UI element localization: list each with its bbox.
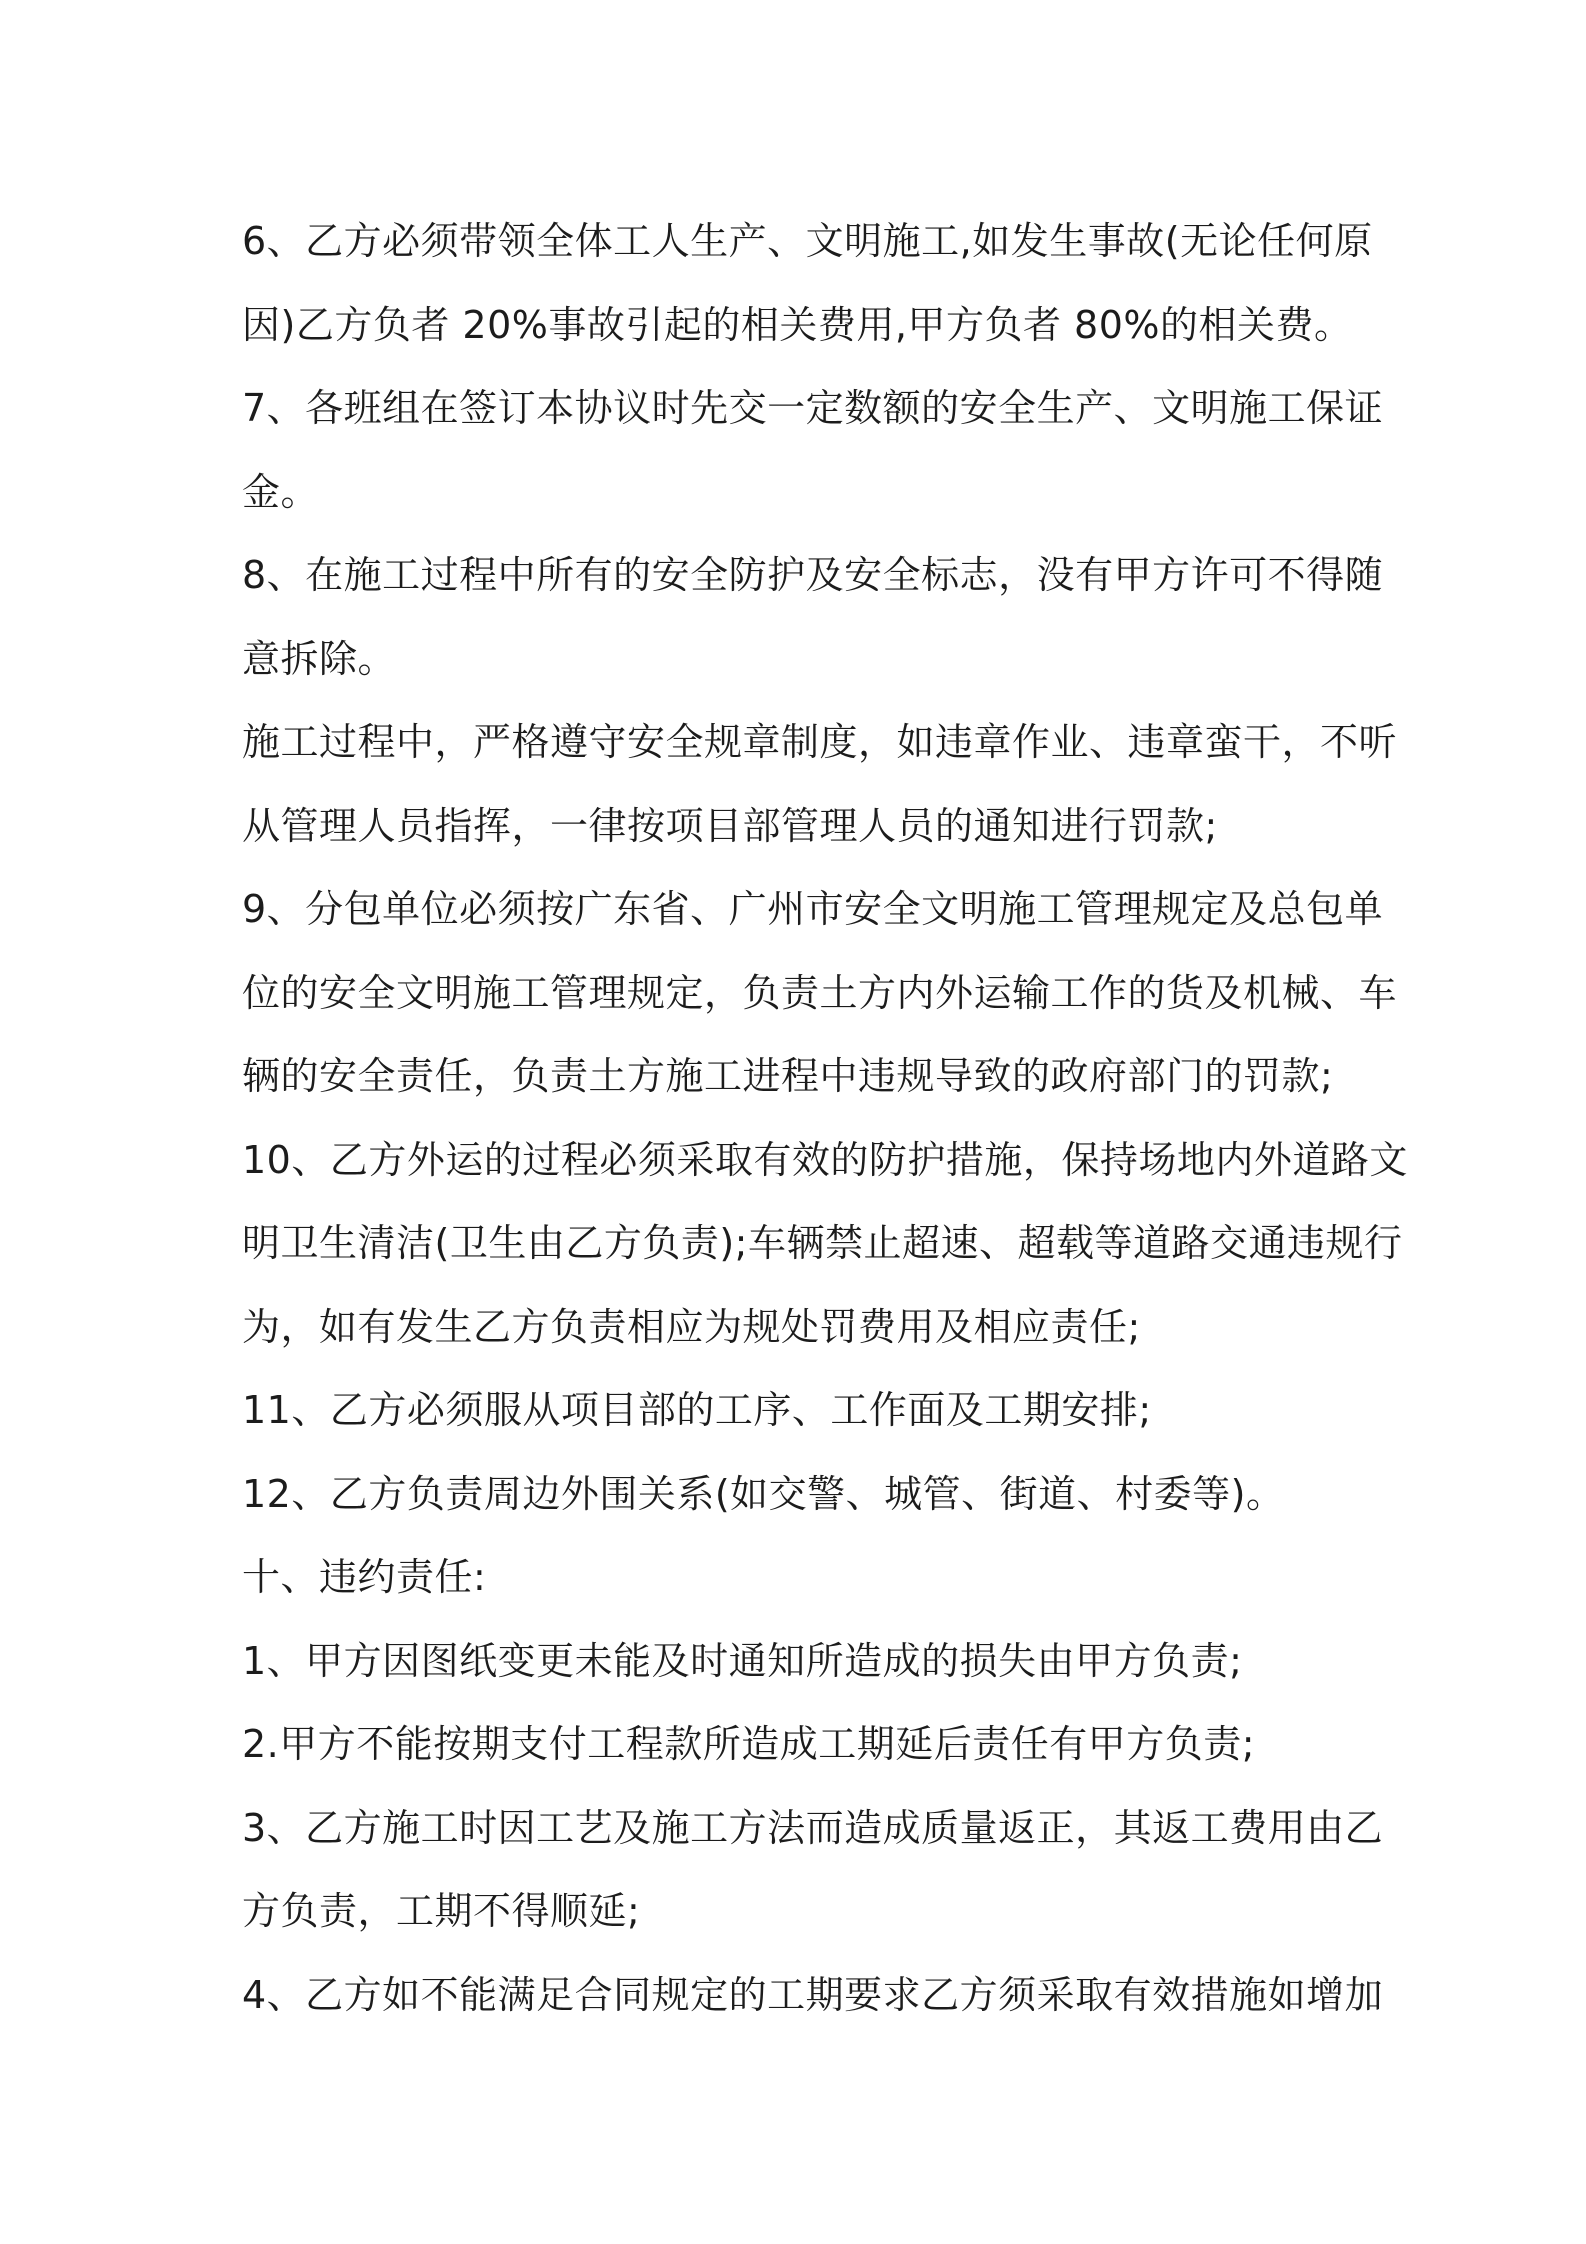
text-line-clause-11: 11、乙方必须服从项目部的工序、工作面及工期安排; <box>242 1388 1152 1432</box>
text-line-liability-3-cont: 方负责，工期不得顺延; <box>242 1889 641 1933</box>
text-line-clause-6-cont: 因)乙方负者 20%事故引起的相关费用,甲方负者 80%的相关费。 <box>242 302 1353 347</box>
text-line-liability-2: 2.甲方不能按期支付工程款所造成工期延后责任有甲方负责; <box>242 1722 1256 1766</box>
text-line-clause-8: 8、在施工过程中所有的安全防护及安全标志，没有甲方许可不得随 <box>242 553 1384 597</box>
text-line-clause-6: 6、乙方必须带领全体工人生产、文明施工,如发生事故(无论任何原 <box>242 219 1373 263</box>
text-line-clause-9-cont-1: 位的安全文明施工管理规定，负责土方内外运输工作的货及机械、车 <box>242 970 1398 1015</box>
text-line-clause-7: 7、各班组在签订本协议时先交一定数额的安全生产、文明施工保证 <box>242 386 1384 430</box>
text-line-clause-8-cont: 意拆除。 <box>242 636 397 681</box>
text-line-clause-12: 12、乙方负责周边外围关系(如交警、城管、街道、村委等)。 <box>242 1471 1285 1516</box>
text-line-clause-7-cont: 金。 <box>242 469 320 514</box>
text-line-clause-10: 10、乙方外运的过程必须采取有效的防护措施，保持场地内外道路文 <box>242 1137 1408 1182</box>
text-line-clause-10-cont-2: 为，如有发生乙方负责相应为规处罚费用及相应责任; <box>242 1304 1141 1349</box>
text-line-liability-4: 4、乙方如不能满足合同规定的工期要求乙方须采取有效措施如增加 <box>242 1972 1384 2017</box>
text-line-clause-9: 9、分包单位必须按广东省、广州市安全文明施工管理规定及总包单 <box>242 887 1384 931</box>
text-line-liability-1: 1、甲方因图纸变更未能及时通知所造成的损失由甲方负责; <box>242 1638 1243 1683</box>
text-line-paragraph: 施工过程中，严格遵守安全规章制度，如违章作业、违章蛮干，不听 <box>242 720 1398 764</box>
document-body <box>242 200 1408 2037</box>
text-line-liability-3: 3、乙方施工时因工艺及施工方法而造成质量返正，其返工费用由乙 <box>242 1805 1384 1850</box>
text-line-paragraph-cont: 从管理人员指挥，一律按项目部管理人员的通知进行罚款; <box>242 803 1218 848</box>
text-line-clause-9-cont-2: 辆的安全责任，负责土方施工进程中违规导致的政府部门的罚款; <box>242 1054 1334 1098</box>
section-heading: 十、违约责任: <box>242 1555 487 1599</box>
text-line-clause-10-cont-1: 明卫生清洁(卫生由乙方负责);车辆禁止超速、超载等道路交通违规行 <box>242 1221 1403 1265</box>
